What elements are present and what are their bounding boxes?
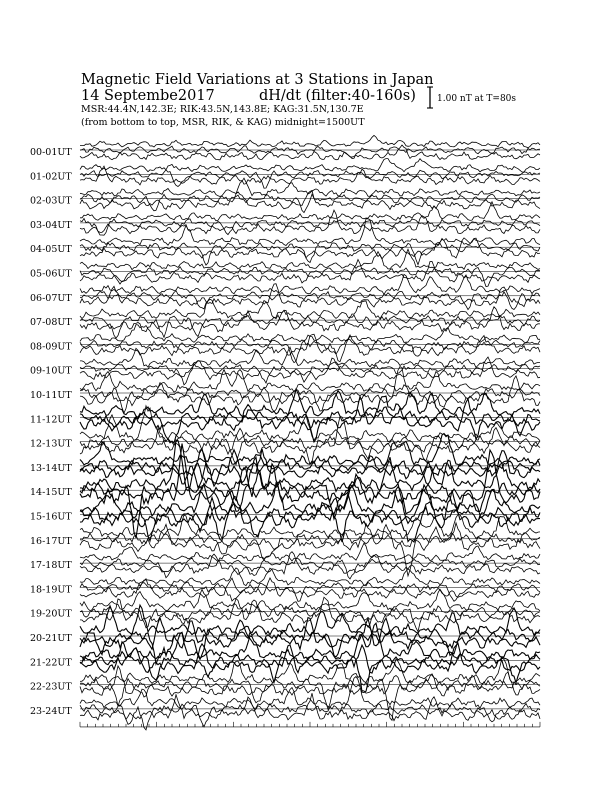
trace-kag	[80, 578, 540, 598]
row-label: 04-05UT	[30, 244, 72, 256]
trace-rik	[80, 629, 540, 664]
row-label: 06-07UT	[30, 292, 72, 304]
trace-msr	[80, 274, 540, 294]
row-label: 18-19UT	[30, 584, 72, 596]
station-list: MSR:44.4N,142.3E; RIK:43.5N,143.8E; KAG:31.5N,130.7E	[81, 104, 364, 115]
row-label: 12-13UT	[30, 438, 72, 450]
trace-rik	[80, 558, 540, 579]
trace-msr	[80, 249, 540, 269]
trace-msr	[80, 568, 540, 586]
row-label: 09-10UT	[30, 365, 72, 377]
row-label: 00-01UT	[30, 147, 72, 158]
row-label: 22-23UT	[30, 681, 72, 693]
trace-msr	[80, 389, 540, 417]
row-label: 23-24UT	[30, 705, 72, 717]
trace-msr	[80, 135, 540, 147]
trace-kag	[80, 260, 540, 283]
trace-rik	[80, 194, 540, 213]
row-label: 01-02UT	[30, 171, 72, 183]
row-label: 11-12UT	[30, 414, 72, 426]
order-note: (from bottom to top, MSR, RIK, & KAG) midnight=1500UT	[81, 117, 365, 128]
trace-rik	[80, 482, 540, 538]
trace-group	[80, 135, 540, 730]
scale-label: 1.00 nT at T=80s	[437, 94, 517, 104]
trace-msr	[80, 178, 540, 196]
row-label: 17-18UT	[30, 560, 72, 572]
row-label: 15-16UT	[30, 511, 72, 523]
scale-bar	[427, 87, 433, 108]
trace-rik	[80, 507, 540, 542]
row-label: 20-21UT	[30, 633, 72, 644]
chart-title: Magnetic Field Variations at 3 Stations in Japan	[81, 72, 434, 88]
row-label: 10-11UT	[30, 390, 72, 401]
row-label: 02-03UT	[30, 195, 72, 207]
trace-rik	[80, 146, 540, 159]
trace-msr	[80, 677, 540, 709]
row-label: 08-09UT	[30, 341, 72, 353]
trace-msr	[80, 434, 540, 466]
trace-kag	[80, 145, 540, 160]
chart-date: 14 Septembe2017	[81, 88, 215, 104]
tick-group	[80, 722, 540, 727]
row-label: 13-14UT	[30, 462, 72, 474]
row-label: 21-22UT	[30, 657, 72, 669]
trace-rik	[80, 339, 540, 362]
row-label: 14-15UT	[30, 487, 72, 499]
trace-rik	[80, 411, 540, 443]
chart-quantity: dH/dt (filter:40-160s)	[259, 88, 416, 104]
trace-msr	[80, 543, 540, 562]
trace-msr	[80, 347, 540, 367]
trace-msr	[80, 159, 540, 172]
row-label: 07-08UT	[30, 317, 72, 329]
row-label: 16-17UT	[30, 535, 72, 547]
trace-rik	[80, 436, 540, 465]
trace-kag	[80, 238, 540, 259]
row-label: 19-20UT	[30, 608, 72, 620]
row-label: 03-04UT	[30, 219, 72, 231]
trace-kag	[80, 693, 540, 721]
row-label: 05-06UT	[30, 268, 72, 280]
